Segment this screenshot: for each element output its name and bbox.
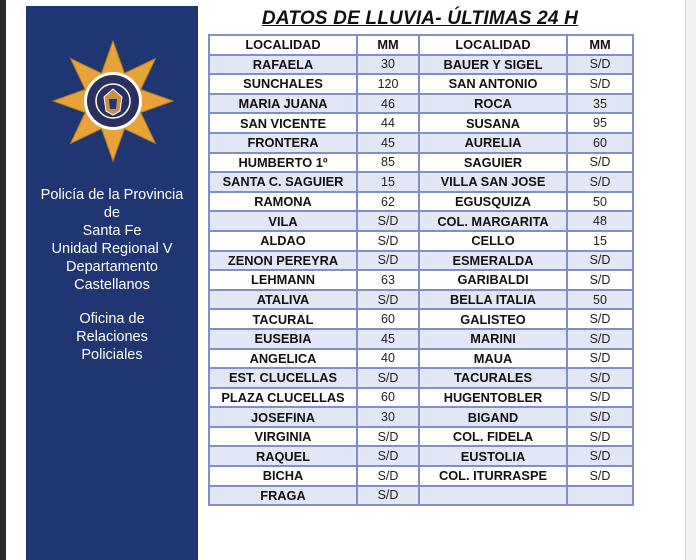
locality-cell: TACURAL <box>209 309 357 329</box>
locality-cell: HUGENTOBLER <box>419 388 567 408</box>
locality-cell: LEHMANN <box>209 270 357 290</box>
locality-cell: RAMONA <box>209 192 357 212</box>
locality-cell: RAQUEL <box>209 446 357 466</box>
table-row <box>209 486 633 506</box>
rainfall-mm-cell: S/D <box>567 55 633 75</box>
locality-cell: EUSTOLIA <box>419 446 567 466</box>
rainfall-mm-cell: 60 <box>357 388 419 408</box>
locality-cell <box>419 486 567 506</box>
rainfall-mm-cell: S/D <box>357 251 419 271</box>
office-line: Relaciones <box>76 329 148 345</box>
locality-cell: BELLA ITALIA <box>419 290 567 310</box>
rainfall-table <box>208 34 634 506</box>
locality-cell: VILA <box>209 211 357 231</box>
locality-cell: COL. FIDELA <box>419 427 567 447</box>
locality-cell: COL. MARGARITA <box>419 211 567 231</box>
locality-cell: TACURALES <box>419 368 567 388</box>
org-line: de <box>103 205 121 221</box>
locality-cell: BIGAND <box>419 407 567 427</box>
rainfall-mm-cell: S/D <box>357 446 419 466</box>
office-line: Oficina de <box>79 311 145 327</box>
page-title: DATOS DE LLUVIA- ÚLTIMAS 24 H <box>261 8 579 29</box>
org-line: Policía de la Provincia <box>40 187 184 203</box>
table-row <box>209 113 633 133</box>
rainfall-mm-cell: 50 <box>567 192 633 212</box>
table-row <box>209 231 633 251</box>
table-row <box>209 309 633 329</box>
rainfall-mm-cell: 50 <box>567 290 633 310</box>
org-line: Departamento <box>66 259 158 275</box>
rainfall-mm-cell: S/D <box>567 388 633 408</box>
rainfall-mm-cell: 40 <box>357 349 419 369</box>
sidebar-panel <box>26 6 198 560</box>
locality-cell: SUNCHALES <box>209 74 357 94</box>
table-row <box>209 74 633 94</box>
locality-cell: MARIA JUANA <box>209 94 357 114</box>
rainfall-mm-cell: 44 <box>357 113 419 133</box>
rainfall-mm-cell: S/D <box>567 329 633 349</box>
locality-cell: EUSEBIA <box>209 329 357 349</box>
right-frame-edge <box>685 0 696 560</box>
table-row <box>209 329 633 349</box>
office-name <box>26 310 198 364</box>
rainfall-mm-cell: S/D <box>567 74 633 94</box>
locality-cell: PLAZA CLUCELLAS <box>209 388 357 408</box>
locality-cell: GARIBALDI <box>419 270 567 290</box>
rainfall-mm-cell: S/D <box>567 466 633 486</box>
rainfall-mm-cell: 45 <box>357 329 419 349</box>
table-row <box>209 407 633 427</box>
locality-cell: ESMERALDA <box>419 251 567 271</box>
table-row <box>209 349 633 369</box>
locality-cell: VIRGINIA <box>209 427 357 447</box>
rainfall-mm-cell: S/D <box>357 231 419 251</box>
rainfall-mm-cell: 15 <box>357 172 419 192</box>
locality-cell: RAFAELA <box>209 55 357 75</box>
rainfall-mm-cell: S/D <box>357 211 419 231</box>
table-header-row <box>209 35 633 55</box>
table-row <box>209 153 633 173</box>
locality-cell: SUSANA <box>419 113 567 133</box>
locality-cell: SAN VICENTE <box>209 113 357 133</box>
rainfall-mm-cell: 85 <box>357 153 419 173</box>
rainfall-mm-cell: S/D <box>357 368 419 388</box>
table-row <box>209 251 633 271</box>
organization-name <box>26 186 198 294</box>
table-row <box>209 368 633 388</box>
rainfall-mm-cell: S/D <box>567 153 633 173</box>
locality-cell: MARINI <box>419 329 567 349</box>
locality-cell: FRAGA <box>209 486 357 506</box>
header-mm-2: MM <box>567 35 633 55</box>
header-localidad-2: LOCALIDAD <box>419 35 567 55</box>
locality-cell: EGUSQUIZA <box>419 192 567 212</box>
rainfall-mm-cell: 95 <box>567 113 633 133</box>
table-row <box>209 211 633 231</box>
locality-cell: CELLO <box>419 231 567 251</box>
org-line: Santa Fe <box>82 223 142 239</box>
table-row <box>209 55 633 75</box>
rainfall-mm-cell: S/D <box>567 446 633 466</box>
locality-cell: GALISTEO <box>419 309 567 329</box>
locality-cell: BICHA <box>209 466 357 486</box>
rainfall-mm-cell: S/D <box>567 349 633 369</box>
rainfall-mm-cell: S/D <box>567 407 633 427</box>
left-frame-edge <box>0 0 6 560</box>
rainfall-mm-cell: 45 <box>357 133 419 153</box>
locality-cell: SAGUIER <box>419 153 567 173</box>
table-row <box>209 446 633 466</box>
table-row <box>209 466 633 486</box>
rainfall-mm-cell: 30 <box>357 407 419 427</box>
header-mm-1: MM <box>357 35 419 55</box>
rainfall-mm-cell <box>567 486 633 506</box>
rainfall-mm-cell: S/D <box>567 172 633 192</box>
locality-cell: COL. ITURRASPE <box>419 466 567 486</box>
rainfall-mm-cell: S/D <box>567 427 633 447</box>
locality-cell: ROCA <box>419 94 567 114</box>
rainfall-mm-cell: 48 <box>567 211 633 231</box>
locality-cell: FRONTERA <box>209 133 357 153</box>
office-line: Policiales <box>81 347 143 363</box>
header-localidad-1: LOCALIDAD <box>209 35 357 55</box>
rainfall-mm-cell: 120 <box>357 74 419 94</box>
table-row <box>209 94 633 114</box>
rainfall-mm-cell: S/D <box>567 309 633 329</box>
rainfall-mm-cell: S/D <box>567 251 633 271</box>
locality-cell: HUMBERTO 1º <box>209 153 357 173</box>
rainfall-mm-cell: 63 <box>357 270 419 290</box>
rainfall-mm-cell: 35 <box>567 94 633 114</box>
table-row <box>209 290 633 310</box>
locality-cell: MAUA <box>419 349 567 369</box>
locality-cell: ANGELICA <box>209 349 357 369</box>
police-star-badge-icon <box>48 36 178 166</box>
rainfall-mm-cell: 30 <box>357 55 419 75</box>
rainfall-mm-cell: 60 <box>357 309 419 329</box>
rainfall-mm-cell: S/D <box>357 290 419 310</box>
table-row <box>209 427 633 447</box>
locality-cell: VILLA SAN JOSE <box>419 172 567 192</box>
rainfall-mm-cell: S/D <box>357 466 419 486</box>
rainfall-mm-cell: 60 <box>567 133 633 153</box>
rainfall-mm-cell: 62 <box>357 192 419 212</box>
rainfall-mm-cell: 46 <box>357 94 419 114</box>
locality-cell: EST. CLUCELLAS <box>209 368 357 388</box>
locality-cell: SANTA C. SAGUIER <box>209 172 357 192</box>
locality-cell: SAN ANTONIO <box>419 74 567 94</box>
rainfall-mm-cell: S/D <box>567 270 633 290</box>
rainfall-mm-cell: 15 <box>567 231 633 251</box>
locality-cell: JOSEFINA <box>209 407 357 427</box>
rainfall-mm-cell: S/D <box>357 427 419 447</box>
rainfall-mm-cell: S/D <box>357 486 419 506</box>
locality-cell: ZENON PEREYRA <box>209 251 357 271</box>
locality-cell: AURELIA <box>419 133 567 153</box>
locality-cell: BAUER Y SIGEL <box>419 55 567 75</box>
table-row <box>209 133 633 153</box>
rainfall-mm-cell: S/D <box>567 368 633 388</box>
locality-cell: ALDAO <box>209 231 357 251</box>
table-row <box>209 270 633 290</box>
table-row <box>209 388 633 408</box>
table-row <box>209 172 633 192</box>
org-line: Unidad Regional V <box>51 241 173 257</box>
locality-cell: ATALIVA <box>209 290 357 310</box>
org-line: Castellanos <box>74 277 150 293</box>
table-row <box>209 192 633 212</box>
